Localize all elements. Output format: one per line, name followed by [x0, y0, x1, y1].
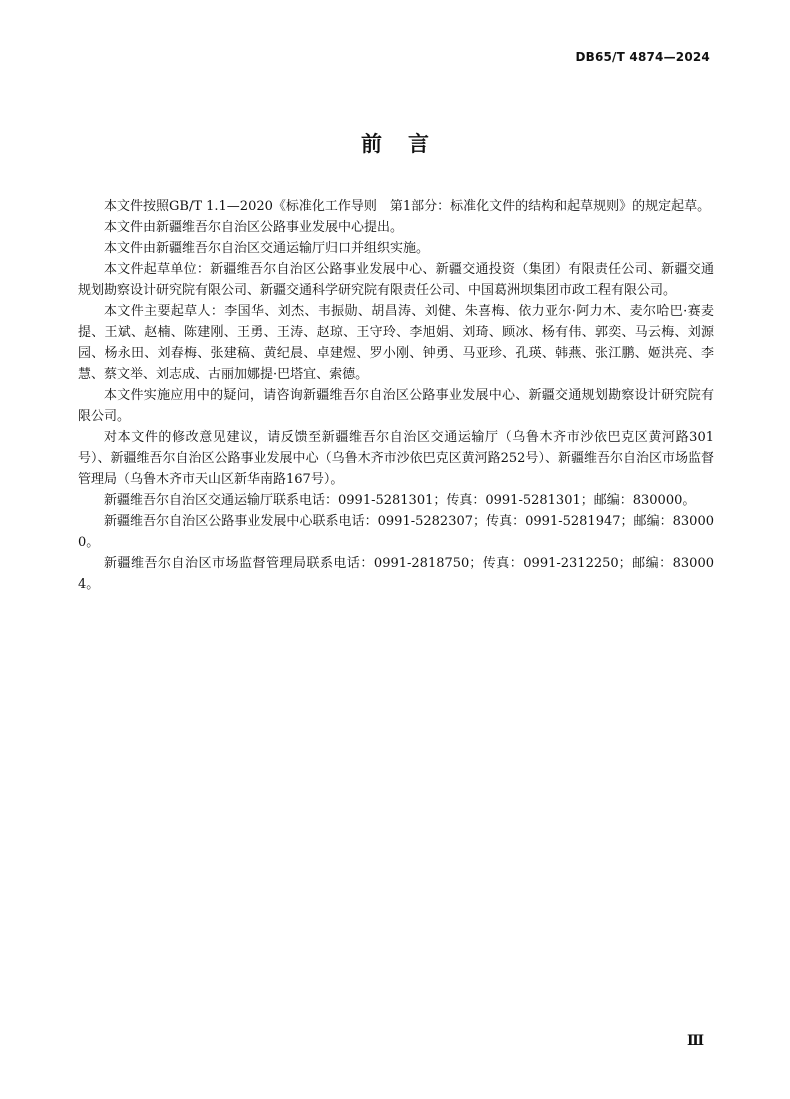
paragraph-feedback: 对本文件的修改意见建议，请反馈至新疆维吾尔自治区交通运输厅（乌鲁木齐市沙依巴克区黄河路301号）、新疆维吾尔自治区公路事业发展中心（乌鲁木齐市沙依巴克区黄河路252号）、新疆维吾尔自治区市场监督管理局（乌鲁木齐市天山区新华南路167号）。	[78, 430, 714, 487]
document-number: DB65/T 4874—2024	[575, 50, 710, 64]
page-number: Ⅲ	[686, 1033, 704, 1049]
paragraph-drafting-rules: 本文件按照GB/T 1.1—2020《标准化工作导则 第1部分：标准化文件的结构和起草规则》的规定起草。	[104, 199, 711, 214]
section-title: 前言	[361, 132, 455, 156]
paragraph-contact-transport: 新疆维吾尔自治区交通运输厅联系电话：0991-5281301；传真：0991-5281301；邮编：830000。	[104, 493, 696, 508]
paragraph-contact-market: 新疆维吾尔自治区市场监督管理局联系电话：0991-2818750；传真：0991-2312250；邮编：830004。	[78, 556, 714, 592]
paragraph-inquiries: 本文件实施应用中的疑问，请咨询新疆维吾尔自治区公路事业发展中心、新疆交通规划勘察设计研究院有限公司。	[78, 388, 714, 424]
paragraph-drafting-units: 本文件起草单位：新疆维吾尔自治区公路事业发展中心、新疆交通投资（集团）有限责任公司、新疆交通规划勘察设计研究院有限公司、新疆交通科学研究院有限责任公司、中国葛洲坝集团市政工程有限公司。	[78, 262, 714, 298]
paragraph-contact-highway: 新疆维吾尔自治区公路事业发展中心联系电话：0991-5282307；传真：0991-5281947；邮编：830000。	[78, 514, 714, 550]
paragraph-drafters: 本文件主要起草人：李国华、刘杰、韦振勋、胡昌涛、刘健、朱喜梅、依力亚尔·阿力木、麦尔哈巴·赛麦提、王斌、赵楠、陈建刚、王勇、王涛、赵琼、王守玲、李旭娟、刘琦、顾冰、杨有伟、郭奕、马云梅、刘源园、杨永田、刘春梅、张建稿、黄纪晨、卓建煜、罗小刚、钟勇、马亚珍、孔瑛、韩燕、张江鹏、姬洪亮、李慧、蔡文举、刘志成、古丽加娜提·巴塔宜、索德。	[78, 304, 714, 382]
preface-body	[78, 196, 714, 595]
paragraph-administrator: 本文件由新疆维吾尔自治区交通运输厅归口并组织实施。	[104, 241, 430, 256]
paragraph-proposer: 本文件由新疆维吾尔自治区公路事业发展中心提出。	[104, 220, 404, 235]
